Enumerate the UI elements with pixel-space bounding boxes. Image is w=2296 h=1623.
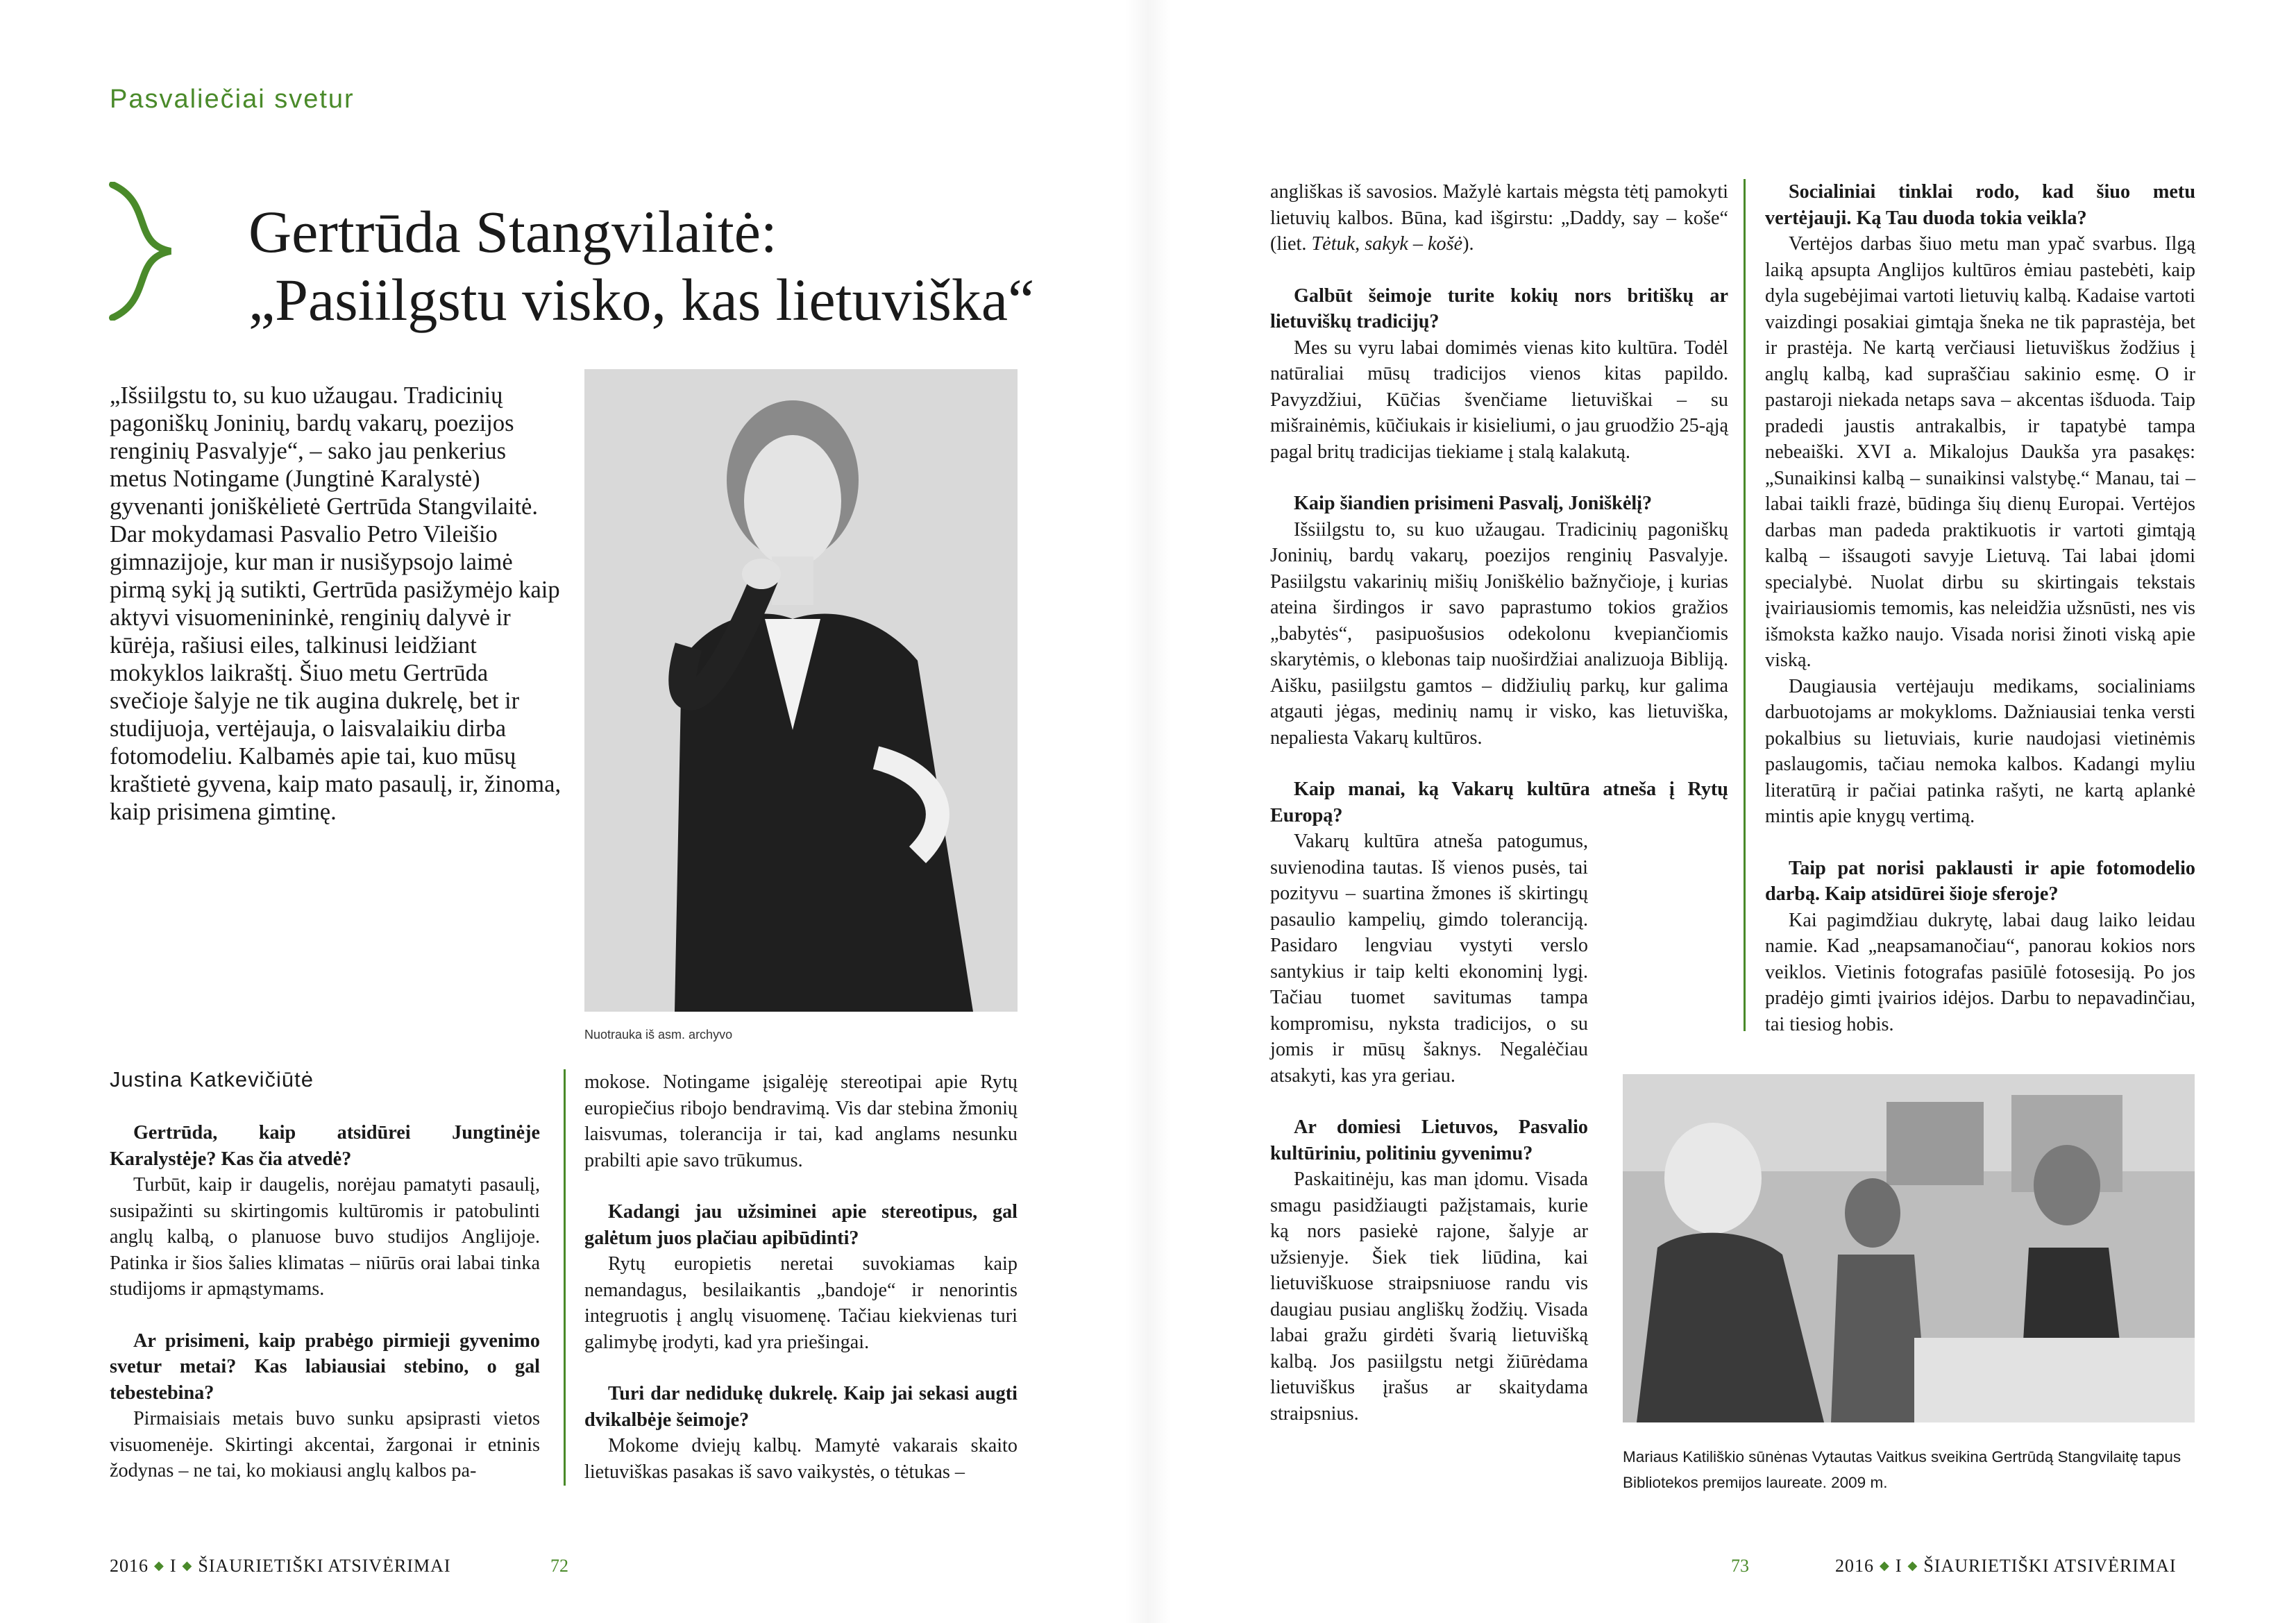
footer-publication: ŠIAURIETIŠKI ATSIVĖRIMAI	[198, 1556, 451, 1576]
portrait-photo	[584, 369, 1018, 1012]
question: Galbūt šeimoje turite kokių nors britiškų ar lietuviškų tradicijų?	[1270, 284, 1728, 332]
question: Kaip šiandien prisimeni Pasvalį, Joniškėlį?	[1294, 493, 1653, 514]
footer-separator: I	[169, 1556, 177, 1576]
answer: Pirmaisiais metais buvo sunku apsiprasti vietos visuomenėje. Skirtingi akcentai, žargonai ir etninis žodynas – ne tai, ko mokiausi anglų kalbos pa-	[110, 1408, 540, 1481]
answer-text: angliškas iš savosios. Mažylė kartais mėgsta tėtį pamokyti lietuvių kalbos. Būna, kad išgirstu: „Daddy, say – koše“ (liet.	[1270, 181, 1728, 255]
answer: Turbūt, kaip ir daugelis, norėjau pamatyti pasaulį, susipažinti su skirtingomis kultūromis ir patobulinti anglų kalbą, o planuose buvo studijos Anglijoje. Patinka ir šios šalies klimatas – niūrūs orai labai tinka studijoms ir apmąstymams.	[110, 1174, 540, 1300]
column-1	[110, 1120, 540, 1484]
footer-left	[110, 1556, 451, 1577]
answer: Vertėjos darbas šiuo metu man ypač svarbus. Ilgą laiką apsupta Anglijos kultūros ėmiau pastebėti, kaip dyla sugebėjimai vartoti lietuvių kalbą. Kadaise vartoti vaizdingi posakiai gimtąja šneka ne tik paprastėja, bet ir prastėja. Ne kartą verčiausi lietuviškus žodžius į anglų kalbą, kad supraščiau sakinio esmę. O ir pastaroji niekada netaps sava – akcentas išduoda. Taip pradedi jaustis antrakalbis, ir tapatybė tampa nebeaiški. XVI a. Mikalojus Daukša yra pasakęs: „Sunaikinsi kalbą – sunaikinsi valstybę.“ Manau, tai – labai taikli frazė, būdinga šių dienų Europai. Vertėjos darbas man padeda praktikuotis ir vartoti gimtąją kalbą – išsaugoti savyje Lietuvą. Tai labai įdomi specialybė. Nuolat dirbu su skirtingais tekstais įvairiausiomis temomis, kas neleidžia užsnūsti, nes vis išmoksta kažko naujo. Visada norisi žinoti viską apie viską.	[1765, 233, 2195, 671]
page-number-left: 72	[550, 1556, 568, 1576]
answer-end: ).	[1462, 233, 1474, 255]
answer: Paskaitinėju, kas man įdomu. Visada smagu pasidžiaugti pažįstamais, kurie ką nors pasiekė rajone, šalyje ar užsienyje. Šiek tiek liūdina, kai lietuviškuose straipsniuose randu vis daugiau pusiau angliškų žodžių. Visada labai gražu girdėti švarią lietuvišką kalbą. Jos pasiilgstu netgi žiūrėdama lietuviškus įrašus ar skaitydama straipsnius.	[1270, 1169, 1588, 1425]
answer: Vakarų kultūra atneša patogumus, suvienodina tautas. Iš vienos pusės, tai pozityvu – suartina žmones iš skirtingų pasaulio kampelių, gimdo toleranciją. Pasidaro lengviau vystyti verslo santykius ir taip kelti ekonominį lygį. Tačiau tuomet savitumas tampa kompromisu, nyksta tradicijos, o su jomis ir mūsų šaknys. Negalėčiau atsakyti, kas yra geriau.	[1270, 831, 1588, 1087]
title-line-2: „Pasiilgstu visko, kas lietuviška“	[248, 266, 1035, 333]
question: Kaip manai, ką Vakarų kultūra atneša į Rytų Europą?	[1270, 779, 1728, 826]
column-rule	[1744, 179, 1746, 1031]
question: Socialiniai tinklai rodo, kad šiuo metu vertėjauji. Ką Tau duoda tokia veikla?	[1765, 181, 2195, 229]
diamond-icon: ◆	[182, 1558, 193, 1572]
column-3	[1270, 179, 1728, 1089]
answer-continued	[1270, 179, 1728, 257]
event-photo-caption: Mariaus Katiliškio sūnėnas Vytautas Vaitkus sveikina Gertrūdą Stangvilaitę tapus Bibliotekos premijos laureate. 2009 m.	[1623, 1448, 2181, 1491]
question: Kadangi jau užsiminei apie stereotipus, gal galėtum juos plačiau apibūdinti?	[584, 1201, 1018, 1249]
question: Turi dar nedidukę dukrelę. Kaip jai sekasi augti dvikalbėje šeimoje?	[584, 1383, 1018, 1431]
column-2	[584, 1069, 1018, 1485]
column-4	[1765, 179, 2195, 1037]
title-line-1: Gertrūda Stangvilaitė:	[248, 198, 777, 265]
diamond-icon: ◆	[154, 1558, 164, 1572]
italic-translation: Tėtuk, sakyk – košė	[1311, 233, 1463, 255]
answer: Išsiilgstu to, su kuo užaugau. Tradicinių pagoniškų Joninių, bardų vakarų, poezijos renginių Pasvalyje. Pasiilgstu vakarinių mišių Joniškėlio bažnyčioje, į kurias ateina širdingos ir savo paprastumo tokios gražios „babytės“, pasipuošusios odekolonu kvepiančiomis skarytėmis, o klebonas taip nuoširdžiai analizuoja Bibliją. Aišku, pasiilgstu gamtos – didžiulių parkų, kur galima atgauti jėgas, medinių namų ir visko, kas lietuviška, nepaliesta Vakarų kultūros.	[1270, 518, 1728, 749]
footer-publication: ŠIAURIETIŠKI ATSIVĖRIMAI	[1923, 1556, 2177, 1576]
photo-caption: Nuotrauka iš asm. archyvo	[584, 1028, 733, 1042]
footer-right	[1835, 1556, 2177, 1577]
footer-year: 2016	[110, 1556, 149, 1576]
decorative-bracket-icon	[104, 182, 180, 321]
question: Taip pat norisi paklausti ir apie fotomodelio darbą. Kaip atsidūrei šioje sferoje?	[1765, 857, 2195, 905]
footer-separator: I	[1895, 1556, 1902, 1576]
answer: Mes su vyru labai domimės vienas kito kultūra. Todėl natūraliai mūsų tradicijos vienos kitas papildo. Pavyzdžiui, Kūčias švenčiame lietuviškai – su mišrainėmis, kūčiukais ir kisieliumi, o jau gruodžio 25-ąją pagal britų tradicijas tiekiame į stalą kalakutą.	[1270, 337, 1728, 463]
answer: Kai pagimdžiau dukrytę, labai daug laiko leidau namie. Kad „neapsamanočiau“, panorau kokios nors veiklos. Vietinis fotografas pasiūlė fotosesiją. Po jos pradėjo gimti įvairios idėjos. Darbu to nepavadinčiau, tai tiesiog hobis.	[1765, 909, 2195, 1035]
author-name: Justina Katkevičiūtė	[110, 1067, 314, 1091]
column-3-lower	[1270, 1114, 1588, 1427]
diamond-icon: ◆	[1880, 1558, 1890, 1572]
page-number-right: 73	[1731, 1556, 1749, 1576]
answer: Mokome dviejų kalbų. Mamytė vakarais skaito lietuviškas pasakas iš savo vaikystės, o tėtukas –	[584, 1435, 1018, 1483]
answer: Daugiausia vertėjauju medikams, socialiniams darbuotojams ar mokykloms. Dažniausiai tenka versti pokalbius su lietuviais, kurie naudojasi vietinėmis paslaugomis, tačiau nemoka kalbos. Kadangi myliu literatūrą ir pačiai patinka rašyti, ne kartą aplankė mintis apie knygų vertimą.	[1765, 675, 2195, 827]
page-gutter	[1124, 0, 1172, 1623]
question: Ar prisimeni, kaip prabėgo pirmieji gyvenimo svetur metai? Kas labiausiai stebino, o gal tebestebina?	[110, 1329, 540, 1404]
question: Gertrūda, kaip atsidūrei Jungtinėje Karalystėje? Kas čia atvedė?	[110, 1122, 540, 1170]
answer-continued: mokose. Notingame įsigalėję stereotipai apie Rytų europiečius ribojo bendravimą. Vis dar stebina žmonių laisvumas, tolerancija ir tai, kad anglams nesunku prabilti apie savo trūkumus.	[584, 1071, 1018, 1171]
diamond-icon: ◆	[1907, 1558, 1918, 1572]
column-rule	[564, 1069, 566, 1486]
question: Ar domiesi Lietuvos, Pasvalio kultūriniu, politiniu gyvenimu?	[1270, 1116, 1588, 1164]
section-label: Pasvaliečiai svetur	[110, 85, 355, 114]
lede-paragraph	[110, 382, 568, 826]
event-photo	[1623, 1074, 2195, 1422]
answer: Rytų europietis neretai suvokiamas kaip nemandagus, besilaikantis „bandoje“ ir nenorintis integruotis į anglų visuomenę. Tačiau kiekvienas turi galimybę įrodyti, kad yra priešingai.	[584, 1253, 1018, 1353]
lede-text: „Išsiilgstu to, su kuo užaugau. Tradicinių pagoniškų Joninių, bardų vakarų, poezijos renginių Pasvalyje“, – sako jau penkerius metus Notingame (Jungtinė Karalystė) gyvenanti joniškėlietė Gertrūda Stangvilaitė. Dar mokydamasi Pasvalio Petro Vileišio gimnazijoje, kur man ir nusišypsojo laimė pirmą sykį ją sutikti, Gertrūda pasižymėjo kaip aktyvi visuomenininkė, renginių dalyvė ir kūrėja, rašiusi eiles, talkinusi leidžiant mokyklos laikraštį. Šiuo metu Gertrūda svečioje šalyje ne tik augina dukrelę, bet ir studijuoja, vertėjauja, o laisvalaikiu dirba fotomodeliu. Kalbamės apie tai, kuo mūsų kraštietė gyvena, kaip mato pasaulį, ir, žinoma, kaip prisimena gimtinę.	[110, 382, 562, 825]
footer-year: 2016	[1835, 1556, 1874, 1576]
article-title	[248, 198, 1102, 334]
